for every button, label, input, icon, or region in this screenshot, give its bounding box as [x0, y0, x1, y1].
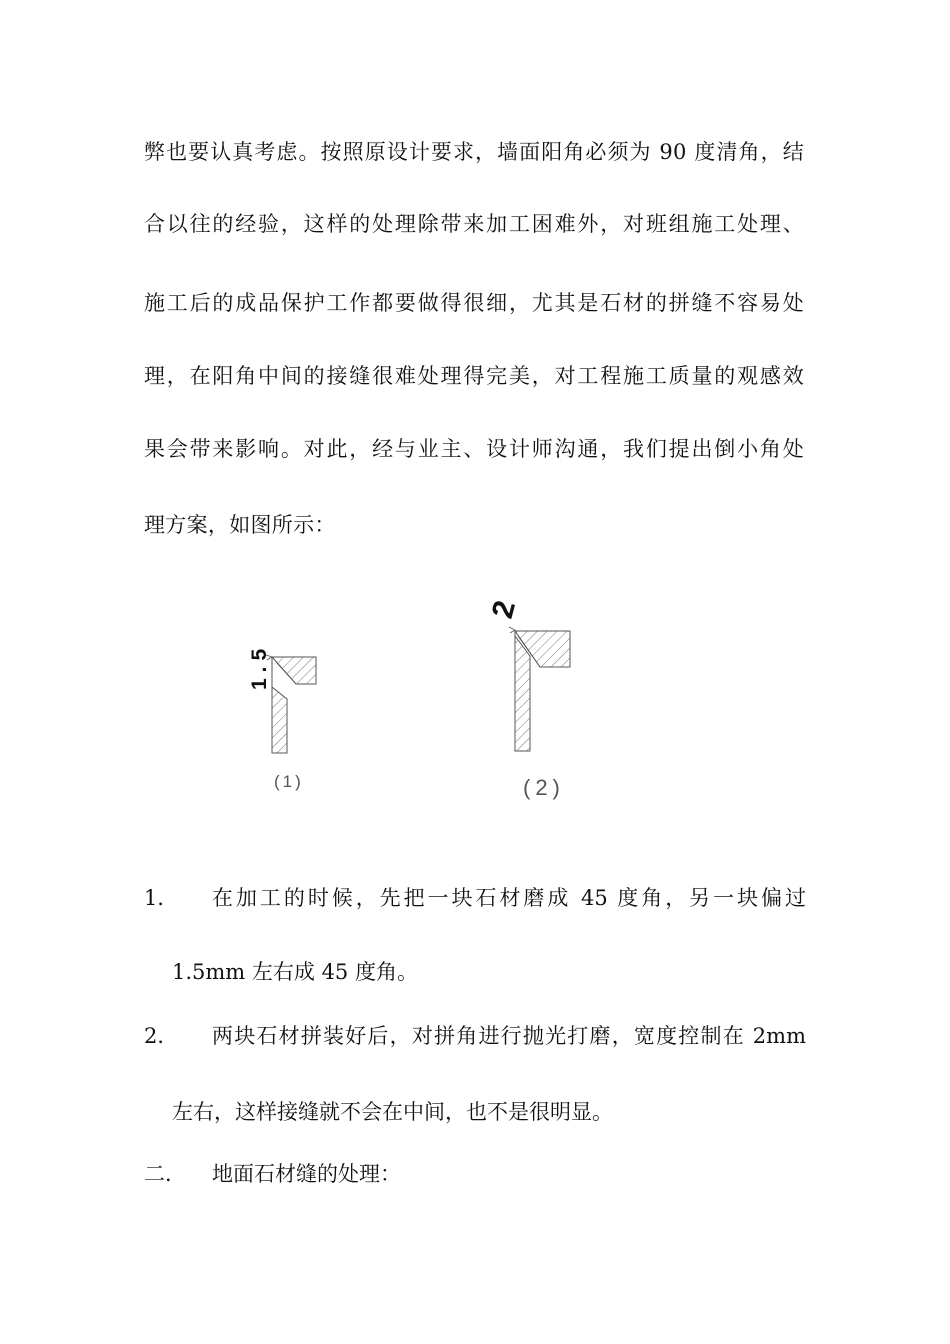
paragraph-line-2: 合以往的经验，这样的处理除带来加工困难外，对班组施工处理、 [144, 212, 804, 236]
list-item-1-text: 在加工的时候，先把一块石材磨成 45 度角，另一块偏过 [212, 886, 806, 910]
list-item-1-continuation: 1.5mm 左右成 45 度角。 [172, 960, 418, 984]
section-number: 二． [144, 1162, 186, 1186]
paragraph-line-6: 理方案，如图所示： [144, 513, 336, 537]
figure-1-dimension-label: 1.5 [248, 642, 271, 690]
figure-1-diagram [248, 643, 316, 791]
paragraph-line-4: 理，在阳角中间的接缝很难处理得完美，对工程施工质量的观感效 [144, 364, 804, 388]
paragraph-line-5: 果会带来影响。对此，经与业主、设计师沟通，我们提出倒小角处 [144, 437, 804, 461]
figure-1-caption: (1) [274, 772, 304, 791]
list-item-2-continuation: 左右，这样接缝就不会在中间，也不是很明显。 [172, 1100, 613, 1124]
list-item-2-number: 2． [144, 1024, 179, 1048]
list-item-2-text: 两块石材拼装好后，对拼角进行抛光打磨，宽度控制在 2mm [212, 1024, 806, 1048]
figure-2-caption: (2) [523, 775, 565, 800]
paragraph-line-3: 施工后的成品保护工作都要做得很细，尤其是石材的拼缝不容易处 [144, 291, 804, 315]
figure-1-side-slab [272, 687, 287, 753]
paragraph-line-1: 弊也要认真考虑。按照原设计要求，墙面阳角必须为 90 度清角，结 [144, 140, 804, 164]
list-item-1-number: 1． [144, 886, 179, 910]
figure-2-side-slab [515, 636, 530, 751]
figure-2-diagram [486, 597, 570, 800]
section-title: 地面石材缝的处理： [212, 1162, 401, 1186]
figure-2-dimension-label: 2 [485, 597, 523, 622]
figure-1-top-slab [272, 657, 316, 684]
